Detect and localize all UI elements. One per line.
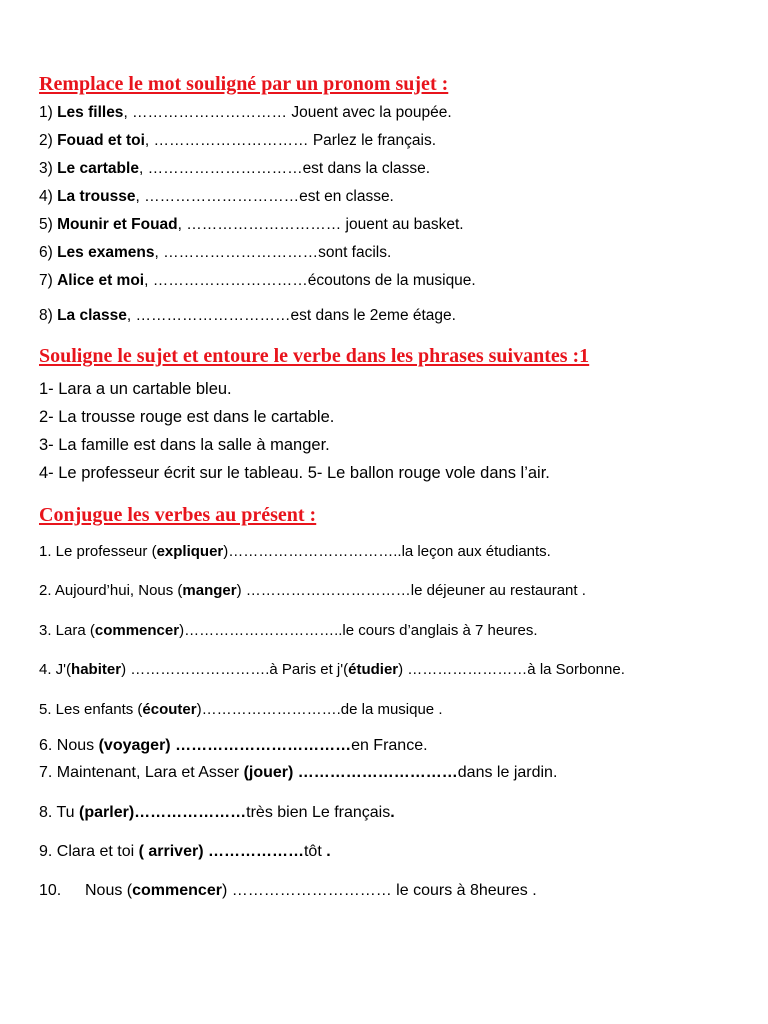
exercise1-item-2: 2) Fouad et toi, ………………………… Parlez le français.: [39, 132, 437, 149]
exercise3-item-8: 8. Tu (parler)…………………très bien Le français.: [39, 804, 395, 821]
underlined-subject: Alice et moi: [57, 272, 145, 289]
exercise3-item-7: 7. Maintenant, Lara et Asser (jouer) …………………………dans le jardin.: [39, 764, 558, 781]
section2-title: Souligne le sujet et entoure le verbe dans les phrases suivantes :1: [39, 345, 590, 367]
verb-infinitive: commencer: [94, 622, 180, 639]
exercise1-item-5: 5) Mounir et Fouad, ………………………… jouent au basket.: [39, 216, 464, 233]
underlined-subject: La trousse: [57, 188, 136, 205]
underlined-subject: La classe: [57, 307, 127, 324]
verb-infinitive: habiter: [71, 661, 122, 678]
exercise2-sentence-1: 1- Lara a un cartable bleu.: [39, 380, 232, 398]
exercise1-item-7: 7) Alice et moi, …………………………écoutons de la musique.: [39, 272, 476, 289]
verb-infinitive: (parler)…………………: [79, 804, 247, 821]
underlined-subject: Les filles: [57, 104, 124, 121]
verb-infinitive: (jouer) …………………………: [243, 764, 458, 781]
exercise1-item-8: 8) La classe, …………………………est dans le 2eme étage.: [39, 307, 456, 324]
exercise3-item-3: 3. Lara (commencer)…………………………..le cours d’anglais à 7 heures.: [39, 622, 538, 639]
verb-infinitive: écouter: [142, 701, 197, 718]
exercise1-item-3: 3) Le cartable, …………………………est dans la classe.: [39, 160, 431, 177]
verb-infinitive: commencer: [132, 882, 222, 899]
verb-infinitive: (voyager) ……………………………: [98, 737, 352, 754]
exercise1-item-1: 1) Les filles, ………………………… Jouent avec la poupée.: [39, 104, 452, 121]
exercise3-item-9: 9. Clara et toi ( arriver) ………………tôt .: [39, 843, 331, 860]
exercise2-sentence-2: 2- La trousse rouge est dans le cartable.: [39, 408, 335, 426]
underlined-subject: Les examens: [57, 244, 155, 261]
exercise3-item-4: 4. J'(habiter) ……………………….à Paris et j'(étudier) ……………………à la Sorbonne.: [39, 661, 625, 678]
verb-infinitive: ( arriver) ………………: [138, 843, 304, 860]
underlined-subject: Fouad et toi: [57, 132, 145, 149]
exercise2-sentence-3: 3- La famille est dans la salle à manger.: [39, 436, 330, 454]
exercise3-item-5: 5. Les enfants (écouter)……………………….de la musique .: [39, 701, 443, 718]
exercise1-item-6: 6) Les examens, …………………………sont facils.: [39, 244, 392, 261]
underlined-subject: Le cartable: [57, 160, 139, 177]
verb-infinitive: étudier: [348, 661, 399, 678]
exercise3-item-10: 10. Nous (commencer) ………………………… le cours à 8heures .: [39, 882, 537, 899]
exercise1-item-4: 4) La trousse, …………………………est en classe.: [39, 188, 394, 205]
verb-infinitive: manger: [182, 582, 237, 599]
section1-title: Remplace le mot souligné par un pronom sujet :: [39, 73, 449, 95]
exercise2-sentence-4: 4- Le professeur écrit sur le tableau. 5- Le ballon rouge vole dans l’air.: [39, 464, 550, 482]
exercise3-item-6: 6. Nous (voyager) ……………………………en France.: [39, 737, 428, 754]
exercise3-item-2: 2. Aujourd’hui, Nous (manger) ……………………………le déjeuner au restaurant .: [39, 582, 586, 599]
section3-title: Conjugue les verbes au présent :: [39, 504, 317, 526]
underlined-subject: Mounir et Fouad: [57, 216, 178, 233]
exercise3-item-1: 1. Le professeur (expliquer)……………………………..la leçon aux étudiants.: [39, 543, 551, 560]
verb-infinitive: expliquer: [156, 543, 224, 560]
